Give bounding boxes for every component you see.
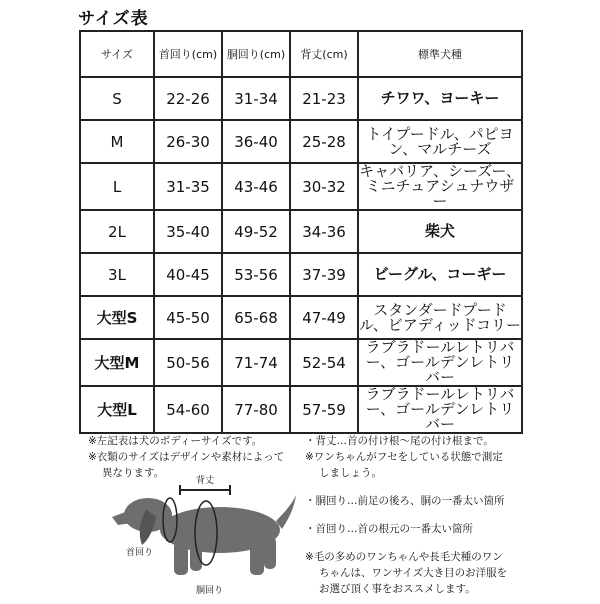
size-cell: M <box>80 120 154 163</box>
neck-cell: 54-60 <box>154 386 222 433</box>
size-cell: S <box>80 77 154 120</box>
size-cell: L <box>80 163 154 210</box>
size-cell: 大型S <box>80 296 154 339</box>
neck-cell: 40-45 <box>154 253 222 296</box>
breed-cell: ラブラドールレトリバー、ゴールデンレトリバー <box>358 386 522 433</box>
back-cell: 30-32 <box>290 163 358 210</box>
chest-cell: 77-80 <box>222 386 290 433</box>
back-cell: 47-49 <box>290 296 358 339</box>
size-table <box>79 30 523 434</box>
chest-cell: 49-52 <box>222 210 290 253</box>
breed-cell: スタンダードプードル、ビアディッドコリー <box>358 296 522 339</box>
back-cell: 25-28 <box>290 120 358 163</box>
chest-label: 胴回り <box>196 586 224 596</box>
size-cell: 大型M <box>80 339 154 386</box>
chest-cell: 43-46 <box>222 163 290 210</box>
table-row <box>80 296 522 339</box>
breed-cell: ラブラドールレトリバー、ゴールデンレトリバー <box>358 339 522 386</box>
back-cell: 21-23 <box>290 77 358 120</box>
note-right-5: ・首回り…首の根元の一番太い箇所 <box>305 523 473 535</box>
back-cell: 57-59 <box>290 386 358 433</box>
chest-cell: 53-56 <box>222 253 290 296</box>
note-right-7: ちゃんは、ワンサイズ大き目のお洋服を <box>319 567 508 579</box>
back-cell: 37-39 <box>290 253 358 296</box>
neck-cell: 50-56 <box>154 339 222 386</box>
note-right-2: ※ワンちゃんがフセをしている状態で測定 <box>305 451 503 463</box>
breed-cell: チワワ、ヨーキー <box>358 77 522 120</box>
table-row <box>80 163 522 210</box>
note-right-1: ・背丈…首の付け根〜尾の付け根まで。 <box>305 435 494 447</box>
chest-cell: 31-34 <box>222 77 290 120</box>
table-row <box>80 253 522 296</box>
table-row <box>80 386 522 433</box>
back-cell: 34-36 <box>290 210 358 253</box>
size-cell: 大型L <box>80 386 154 433</box>
neck-cell: 35-40 <box>154 210 222 253</box>
neck-cell: 22-26 <box>154 77 222 120</box>
note-right-6: ※毛の多めのワンちゃんや長毛犬種のワン <box>305 551 503 563</box>
breed-cell: トイプードル、パピヨン、マルチーズ <box>358 120 522 163</box>
neck-label: 首回り <box>126 548 154 558</box>
header-breed: 標準犬種 <box>358 31 522 77</box>
header-neck: 首回り(cm) <box>154 31 222 77</box>
breed-cell: 柴犬 <box>358 210 522 253</box>
note-right-3: しましょう。 <box>319 467 382 479</box>
size-cell: 3L <box>80 253 154 296</box>
neck-cell: 45-50 <box>154 296 222 339</box>
note-right-4: ・胴回り…前足の後ろ、胴の一番太い箇所 <box>305 495 505 507</box>
size-cell: 2L <box>80 210 154 253</box>
header-chest: 胴回り(cm) <box>222 31 290 77</box>
note-left-2: ※衣類のサイズはデザインや素材によって <box>88 451 285 463</box>
chest-cell: 71-74 <box>222 339 290 386</box>
page-title: サイズ表 <box>78 9 149 29</box>
dog-measure-diagram <box>100 465 300 600</box>
table-header-row <box>80 31 522 77</box>
back-cell: 52-54 <box>290 339 358 386</box>
chest-cell: 36-40 <box>222 120 290 163</box>
table-row <box>80 339 522 386</box>
breed-cell: ビーグル、コーギー <box>358 253 522 296</box>
table-row <box>80 120 522 163</box>
chest-cell: 65-68 <box>222 296 290 339</box>
note-right-8: お選び頂く事をおススメします。 <box>319 583 476 595</box>
table-row <box>80 77 522 120</box>
note-left-1: ※左記表は犬のボディーサイズです。 <box>88 435 263 447</box>
back-length-label: 背丈 <box>196 476 215 486</box>
neck-cell: 31-35 <box>154 163 222 210</box>
table-row <box>80 210 522 253</box>
header-back: 背丈(cm) <box>290 31 358 77</box>
header-size: サイズ <box>80 31 154 77</box>
note-left-3: 異なります。 <box>102 467 165 479</box>
neck-cell: 26-30 <box>154 120 222 163</box>
breed-cell: キャバリア、シーズー、ミニチュアシュナウザー <box>359 162 521 210</box>
notes-right <box>305 433 530 597</box>
